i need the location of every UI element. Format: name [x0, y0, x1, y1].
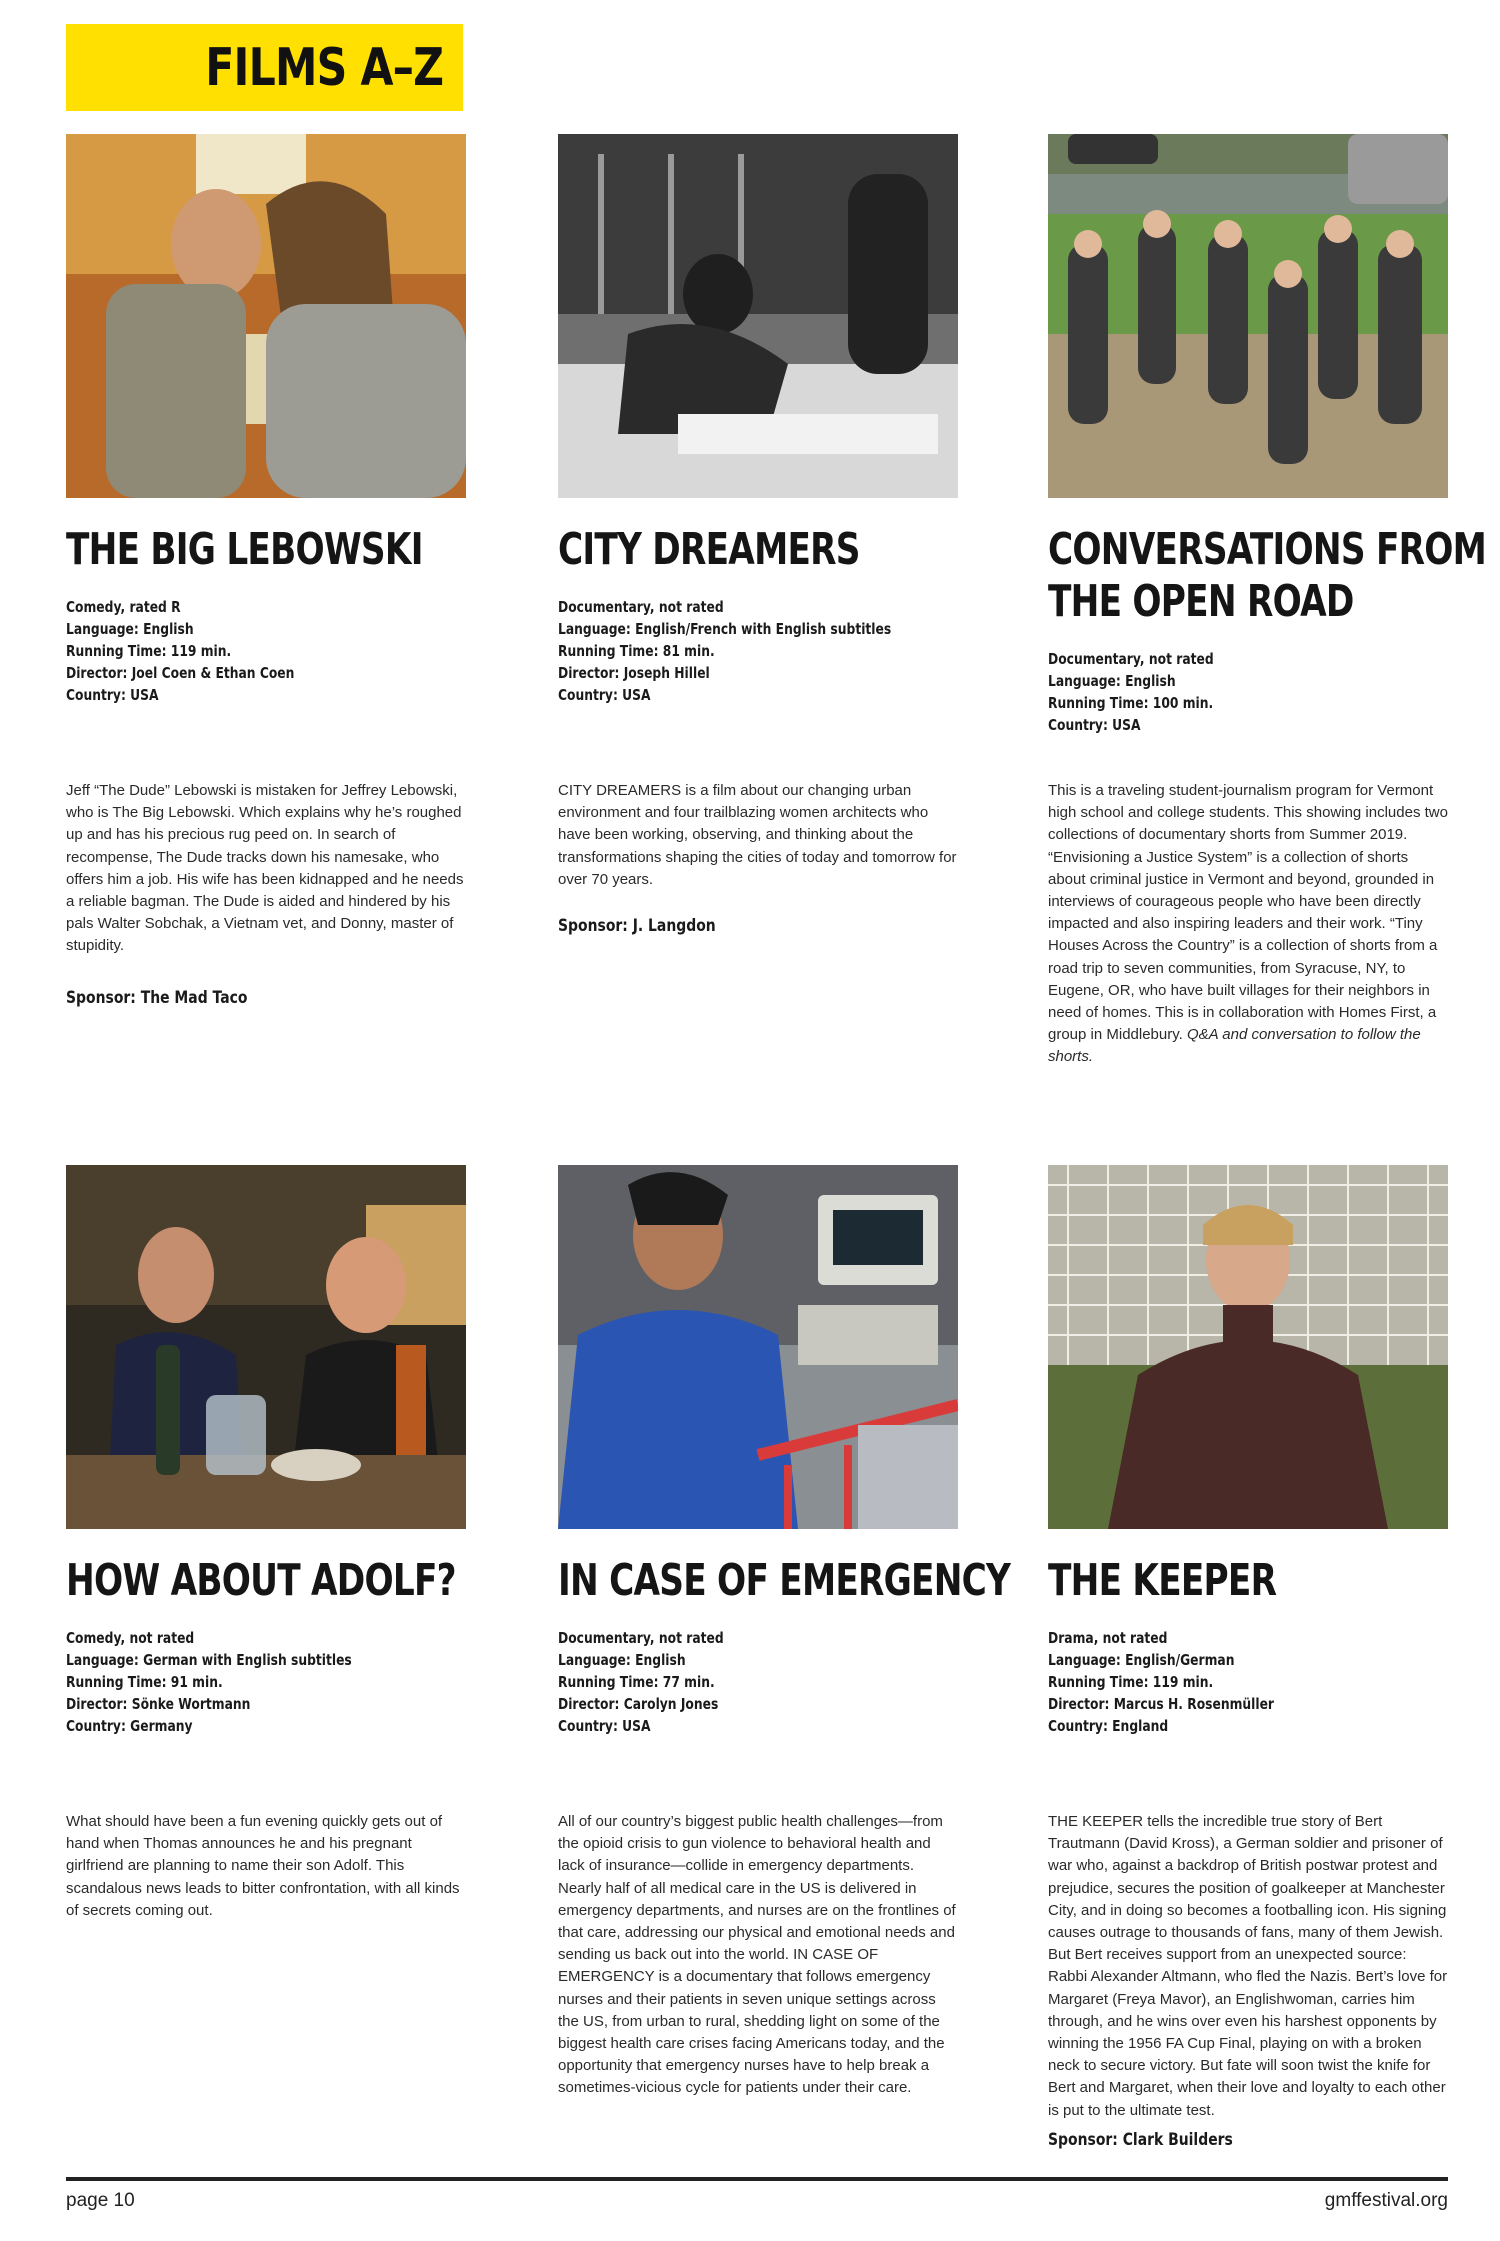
- film-director: Director: Sönke Wortmann: [66, 1695, 251, 1713]
- film-director: Director: Joseph Hillel: [558, 664, 710, 682]
- footer-website[interactable]: gmffestival.org: [1324, 2190, 1448, 2211]
- film-description-note: Q&A and conversation to follow the shorts.: [1048, 1026, 1421, 1066]
- film-country: Country: USA: [558, 686, 651, 704]
- film-details: [66, 1627, 427, 1737]
- film-language: Language: German with English subtitles: [66, 1651, 352, 1669]
- film-running-time: Running Time: 91 min.: [66, 1673, 223, 1691]
- film-title-line: THE OPEN ROAD: [1048, 576, 1354, 627]
- film-running-time: Running Time: 81 min.: [558, 642, 715, 660]
- film-language: Language: English: [66, 620, 194, 638]
- film-details: [66, 596, 427, 706]
- film-title: THE BIG LEBOWSKI: [66, 524, 423, 575]
- film-genre: Documentary, not rated: [558, 1629, 724, 1647]
- film-details: [1048, 648, 1409, 736]
- film-still-conversations-open-road: [1048, 134, 1448, 498]
- film-details: [558, 1627, 919, 1737]
- film-still-in-case-of-emergency: [558, 1165, 958, 1529]
- film-country: Country: USA: [558, 1717, 651, 1735]
- film-sponsor: Sponsor: J. Langdon: [558, 916, 716, 936]
- film-description: All of our country’s biggest public health challenges—from the opioid crisis to gun violence to behavioral health and lack of insurance—collide in emergency departments. Nearly half of all medical care in the US is delivered in emergency departments, and nurses are on the frontlines of that care, addressing our physical and emotional needs and sending us back out into the world. IN CASE OF EMERGENCY is a documentary that follows emergency nurses and their patients in seven unique settings across the US, from urban to rural, shedding light on some of the biggest health care crises facing Americans today, and the opportunity that emergency nurses have to help break a sometimes-vicious cycle for patients under their care.: [558, 1813, 956, 2097]
- film-running-time: Running Time: 100 min.: [1048, 694, 1214, 712]
- film-description: Jeff “The Dude” Lebowski is mistaken for Jeffrey Lebowski, who is The Big Lebowski. Which explains why he’s roughed up and has his precious rug peed on. In search of recompense, The Dude tracks down his namesake, who offers him a job. His wife has been kidnapped and he needs a reliable bagman. The Dude is aided and hindered by his pals Walter Sobchak, a Vietnam vet, and Donny, master of stupidity.: [66, 782, 464, 955]
- film-director: Director: Carolyn Jones: [558, 1695, 719, 1713]
- film-country: Country: USA: [1048, 716, 1141, 734]
- film-language: Language: English/French with English subtitles: [558, 620, 892, 638]
- film-language: Language: English: [558, 1651, 686, 1669]
- film-country: Country: USA: [66, 686, 159, 704]
- film-running-time: Running Time: 119 min.: [66, 642, 232, 660]
- film-description: What should have been a fun evening quickly gets out of hand when Thomas announces he and his pregnant girlfriend are planning to name their son Adolf. This scandalous news leads to bitter confrontation, with all kinds of secrets coming out.: [66, 1813, 460, 1919]
- film-running-time: Running Time: 77 min.: [558, 1673, 715, 1691]
- film-description: [1048, 780, 1448, 1069]
- film-title: CITY DREAMERS: [558, 524, 860, 575]
- film-sponsor: Sponsor: Clark Builders: [1048, 2130, 1233, 2150]
- footer-divider: [66, 2177, 1448, 2181]
- film-still-how-about-adolf: [66, 1165, 466, 1529]
- film-country: Country: England: [1048, 1717, 1169, 1735]
- film-genre: Comedy, not rated: [66, 1629, 195, 1647]
- film-details: [1048, 1627, 1409, 1737]
- film-country: Country: Germany: [66, 1717, 193, 1735]
- film-director: Director: Marcus H. Rosenmüller: [1048, 1695, 1274, 1713]
- film-running-time: Running Time: 119 min.: [1048, 1673, 1214, 1691]
- film-language: Language: English/German: [1048, 1651, 1235, 1669]
- film-description: THE KEEPER tells the incredible true story of Bert Trautmann (David Kross), a German soldier and prisoner of war who, against a backdrop of British postwar protest and prejudice, secures the position of goalkeeper at Manchester City, and in doing so becomes a footballing icon. His signing causes outrage to thousands of fans, many of them Jewish. But Bert receives support from an unexpected source: Rabbi Alexander Altmann, who fled the Nazis. Bert’s love for Margaret (Freya Mavor), an Englishwoman, carries him through, and he wins over even his harshest opponents by winning the 1956 FA Cup Final, playing on with a broken neck to secure victory. But fate will soon twist the knife for Bert and Margaret, when their love and loyalty to each other is put to the ultimate test.: [1048, 1813, 1448, 2119]
- film-description-text: This is a traveling student-journalism program for Vermont high school and college students. This showing includes two collections of documentary shorts from Summer 2019. “Envisioning a Justice System” is a collection of shorts about criminal justice in Vermont and beyond, grounded in interviews of courageous people who have been directly impacted and also inspiring leaders and their work. “Tiny Houses Across the Country” is a collection of shorts from a road trip to seven communities, from Syracuse, NY, to Eugene, OR, who have built villages for their neighbors in need of homes. This is in collaboration with Homes First, a group in Middlebury.: [1048, 782, 1448, 1044]
- film-description: CITY DREAMERS is a film about our changing urban environment and four trailblazing women architects who have been working, observing, and thinking about the transformations shaping the cities of today and tomorrow for over 70 years.: [558, 782, 957, 888]
- film-genre: Documentary, not rated: [558, 598, 724, 616]
- film-sponsor: Sponsor: The Mad Taco: [66, 988, 248, 1008]
- section-header: [66, 24, 463, 111]
- film-title-line: CONVERSATIONS FROM: [1048, 524, 1487, 575]
- film-title: [1048, 524, 1487, 628]
- film-still-city-dreamers: [558, 134, 958, 498]
- film-title: IN CASE OF EMERGENCY: [558, 1555, 1011, 1606]
- film-title: HOW ABOUT ADOLF?: [66, 1555, 456, 1606]
- film-genre: Drama, not rated: [1048, 1629, 1168, 1647]
- film-title: THE KEEPER: [1048, 1555, 1277, 1606]
- film-genre: Documentary, not rated: [1048, 650, 1214, 668]
- film-still-the-keeper: [1048, 1165, 1448, 1529]
- film-language: Language: English: [1048, 672, 1176, 690]
- page-number: page 10: [66, 2190, 135, 2211]
- film-still-big-lebowski: [66, 134, 466, 498]
- film-genre: Comedy, rated R: [66, 598, 181, 616]
- film-details: [558, 596, 919, 706]
- section-title: FILMS A–Z: [204, 38, 443, 98]
- film-director: Director: Joel Coen & Ethan Coen: [66, 664, 295, 682]
